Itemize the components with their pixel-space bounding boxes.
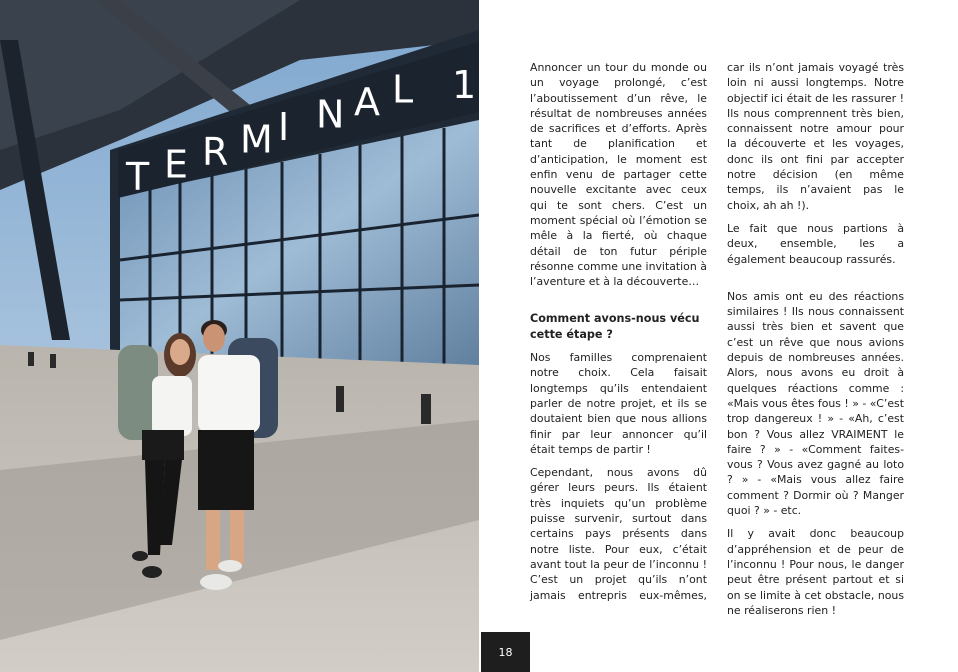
sign-letter: 1 <box>452 63 477 107</box>
sign-letter: L <box>392 67 414 112</box>
intro-paragraph: Annoncer un tour du monde ou un voyage prolongé, c’est l’aboutissement d’un rêve, le résultat de nombreuses années de sacrifices et d’efforts. Après tant de planification et d’anticipation, le moment est enfin venu de partager cette nouvelle excitante avec ceux qui te sont chers. C’est un moment spécial où l’émotion se mêle à la fierté, où chaque détail de ton futur périple résonne comme une invitation à l’aventure et à la découverte… <box>530 61 707 289</box>
sign-letter: E <box>164 142 189 187</box>
sign-letter: R <box>202 130 229 174</box>
sign-letter: M <box>240 117 273 162</box>
sign-letter: I <box>278 105 290 149</box>
sign-letter: N <box>316 92 345 137</box>
text-page <box>479 0 958 672</box>
section-heading: Comment avons-nous vécu cette étape ? <box>530 312 700 341</box>
paragraph-friends: Nos amis ont eu des réactions similaires ! Ils nous connaissent aussi très bien et savent que c’est un rêve que nous avions depuis de nombreuses années. Alors, nous avons eu droit à quelques réactions comme : «Mais vous êtes fous ! » - «C’est trop dangereux ! » - «Ah, c’est bon ? Vous allez VRAIMENT le faire ? » - «Comment faites-vous ? Vous avez gagné au loto ? » - «Mais vous allez faire comment ? Dormir où ? Manger quoi ? » - etc. <box>727 289 904 518</box>
column-right <box>727 60 904 626</box>
sign-letter: T <box>126 155 150 199</box>
column-left <box>530 60 707 611</box>
sign-letter: A <box>354 80 380 124</box>
paragraph-families: Nos familles comprenaient notre choix. Cela faisait longtemps qu’ils entendaient parler de notre projet, et ils se doutaient bien que nous allions finir par leur annoncer qu’il était temps de partir ! <box>530 351 707 456</box>
paragraph-fears: Cependant, nous avons dû gérer leurs peurs. Ils étaient très inquiets qu’un problème puisse survenir, surtout dans certains pays présents dans notre liste. Pour eux, c’était avant tout la peur de l’inconnu ! C’est un projet qu’ils n’ont jamais entrepris eux-mêmes, <box>530 466 707 602</box>
paragraph-conclusion: Il y avait donc beaucoup d’appréhension et de peur de l’inconnu ! Pour nous, le danger peut être présent partout et si on se limite à cet obstacle, nous ne réaliserons rien ! <box>727 527 904 617</box>
paragraph-together: Le fait que nous partions à deux, ensemble, les a également beaucoup rassurés. <box>727 221 904 266</box>
paragraph-fears-continued: car ils n’ont jamais voyagé très loin ni aussi longtemps. Notre objectif ici était de les rassurer ! Ils nous comprennent très bien, connaissent notre amour pour la découverte et les voyages, donc ils ont fini par accepter notre décision (en même temps, ils n’avaient pas le choix, ah ah !). <box>727 61 904 212</box>
page-number: 18 <box>481 632 530 672</box>
